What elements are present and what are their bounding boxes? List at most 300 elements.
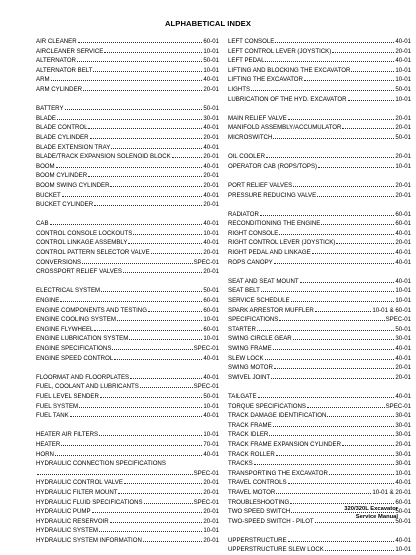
index-entry	[228, 488, 411, 498]
index-entry	[36, 430, 219, 440]
entry-topic: TRACK FRAME	[228, 421, 272, 429]
dot-leader	[348, 95, 395, 101]
group-spacer	[228, 171, 411, 181]
index-entry	[36, 392, 219, 402]
index-entry	[36, 162, 219, 172]
index-entry	[228, 286, 411, 296]
entry-topic: BOOM SWING CYLINDER	[36, 181, 110, 189]
index-entry	[36, 507, 219, 517]
index-entry	[228, 306, 411, 316]
index-entry	[228, 334, 411, 344]
index-entry	[36, 334, 219, 344]
dot-leader	[124, 478, 202, 484]
entry-page-ref: 20-01	[203, 249, 219, 257]
entry-page-ref: 40-01	[203, 354, 219, 362]
entry-topic: LEFT CONSOLE	[228, 38, 275, 45]
dot-leader	[273, 421, 395, 427]
entry-page-ref: 10-01	[203, 527, 219, 535]
footer-model: 320/320L Excavator	[344, 506, 398, 512]
index-entry	[36, 267, 219, 277]
dot-leader	[140, 382, 193, 388]
dot-leader	[151, 248, 203, 254]
entry-page-ref: 30-01	[395, 450, 411, 458]
dot-leader	[55, 450, 202, 456]
dot-leader	[65, 104, 203, 110]
dot-leader	[325, 545, 395, 551]
index-entry	[36, 123, 219, 133]
index-entry	[36, 440, 219, 450]
dot-leader	[307, 402, 385, 408]
entry-topic: TRAVEL MOTOR	[228, 488, 276, 496]
dot-leader	[111, 143, 202, 149]
dot-leader	[336, 238, 394, 244]
index-entry	[36, 37, 219, 47]
dot-leader	[315, 306, 372, 312]
dot-leader	[94, 200, 202, 206]
dot-leader	[327, 411, 394, 417]
index-entry	[36, 517, 219, 527]
index-entry	[36, 133, 219, 143]
dot-leader	[172, 152, 203, 158]
entry-topic: TWO SPEED SWITCH	[228, 508, 291, 516]
index-entry	[228, 421, 411, 431]
index-entry	[228, 133, 411, 143]
entry-page-ref: 10-01	[203, 402, 219, 410]
dot-leader	[117, 315, 202, 321]
dot-leader	[61, 440, 202, 446]
index-entry	[36, 104, 219, 114]
entry-topic: RECONDITIONING THE ENGINE	[228, 220, 321, 228]
dot-leader	[261, 286, 395, 292]
page-title: ALPHABETICAL INDEX	[164, 19, 252, 28]
entry-page-ref: 20-01	[395, 114, 411, 122]
index-entry	[228, 75, 411, 85]
index-entry	[228, 238, 411, 248]
entry-topic: AIRCLEANER SERVICE	[36, 47, 104, 55]
entry-topic: SEAT BELT	[228, 287, 260, 295]
dot-leader	[88, 171, 202, 177]
entry-page-ref: 50-01	[395, 133, 411, 141]
entry-topic: ALTERNATOR	[36, 57, 76, 65]
index-entry	[228, 354, 411, 364]
index-entry	[228, 191, 411, 201]
entry-page-ref: 20-01	[203, 517, 219, 525]
entry-topic: ENGINE FLYWHEEL	[36, 325, 94, 333]
entry-page-ref: 10-01	[203, 47, 219, 55]
dot-leader	[110, 517, 203, 523]
entry-page-ref: 40-01	[395, 229, 411, 237]
dot-leader	[99, 526, 202, 532]
index-entry	[228, 430, 411, 440]
index-entry	[36, 354, 219, 364]
dot-leader	[114, 354, 202, 360]
entry-page-ref: 10-01 & 20-01	[372, 488, 411, 496]
dot-leader	[101, 286, 202, 292]
entry-topic: HEATER	[36, 440, 61, 448]
entry-page-ref: 60-01	[203, 38, 219, 45]
dot-leader	[304, 75, 394, 81]
entry-page-ref: 20-01	[203, 181, 219, 189]
dot-leader	[144, 498, 193, 504]
index-entry	[36, 315, 219, 325]
entry-page-ref: 50-01	[203, 287, 219, 295]
entry-page-ref: 40-01	[395, 345, 411, 352]
group-spacer	[36, 210, 219, 220]
index-entry	[36, 526, 219, 536]
entry-topic: OPERATOR CAB (ROPS/TOPS)	[228, 162, 318, 170]
entry-topic: MICROSWITCH	[228, 133, 273, 141]
entry-page-ref: 20-01	[203, 508, 219, 516]
entry-page-ref: 40-01	[395, 249, 411, 257]
entry-page-ref: 20-01	[395, 47, 411, 55]
dot-leader	[318, 162, 394, 168]
entry-topic: SWING MOTOR	[228, 364, 273, 372]
entry-topic: LEFT CONTROL LEVER (JOYSTICK)	[228, 47, 332, 55]
group-spacer	[36, 421, 219, 431]
index-entry	[36, 306, 219, 316]
dot-leader	[82, 258, 193, 264]
index-entry	[36, 411, 219, 421]
dot-leader	[291, 296, 395, 302]
dot-leader	[312, 248, 395, 254]
group-spacer	[228, 200, 411, 210]
dot-leader	[260, 210, 394, 216]
page-footer	[344, 505, 398, 521]
entry-page-ref: 10-01	[395, 162, 411, 170]
dot-leader	[266, 152, 394, 158]
index-entry	[228, 469, 411, 479]
entry-topic: ENGINE COOLING SYSTEM	[36, 316, 116, 324]
entry-page-ref: SPEC-01	[193, 469, 219, 477]
group-spacer	[228, 382, 411, 392]
entry-topic: AIR CLEANER	[36, 38, 77, 45]
index-entry	[36, 450, 219, 460]
entry-topic: RADIATOR	[228, 210, 259, 218]
entry-page-ref: 20-01	[395, 181, 411, 189]
entry-page-ref: 40-01	[395, 38, 411, 45]
entry-topic: TRACK FRAME EXPANSION CYLINDER	[228, 440, 341, 448]
index-entry	[36, 488, 219, 498]
dot-leader	[104, 47, 202, 53]
index-entry	[228, 277, 411, 287]
entry-page-ref: 20-01	[203, 153, 219, 161]
entry-page-ref: 20-01	[203, 133, 219, 141]
group-spacer	[228, 143, 411, 153]
entry-page-ref: 20-01	[203, 85, 219, 93]
entry-topic: HYDRAULIC PUMP	[36, 508, 91, 516]
entry-topic: BUCKET	[36, 191, 61, 199]
dot-leader	[60, 296, 202, 302]
entry-topic: SWING CIRCLE GEAR	[228, 335, 292, 343]
entry-topic: FUEL LEVEL SENDER	[36, 392, 99, 400]
index-entry	[228, 296, 411, 306]
index-entry	[228, 459, 411, 469]
index-entry	[228, 411, 411, 421]
entry-topic: RIGHT CONTROL LEVER (JOYSTICK)	[228, 239, 336, 247]
index-entry	[228, 229, 411, 239]
entry-page-ref: 40-01	[203, 162, 219, 170]
entry-topic: PORT RELIEF VALVES	[228, 181, 293, 189]
entry-topic: CONTROL CONSOLE LOCKOUTS	[36, 229, 133, 237]
index-entry	[36, 248, 219, 258]
entry-page-ref: 50-01	[395, 325, 411, 333]
dot-leader	[70, 411, 203, 417]
entry-topic: HEATER AIR FILTERS	[36, 431, 99, 439]
entry-topic: FUEL, COOLANT AND LUBRICANTS	[36, 383, 139, 391]
entry-page-ref: 40-01	[395, 354, 411, 362]
entry-topic: LIFTING AND BLOCKING THE EXCAVATOR	[228, 66, 351, 74]
entry-page-ref: 20-01	[203, 536, 219, 544]
entry-page-ref: 40-01	[395, 57, 411, 65]
entry-page-ref: 20-01	[203, 172, 219, 180]
index-entry	[36, 191, 219, 201]
index-entry	[36, 143, 219, 153]
dot-leader	[92, 507, 203, 513]
index-entry	[36, 85, 219, 95]
entry-topic: FLOORMAT AND FLOORPLATES	[36, 373, 130, 381]
index-entry	[228, 402, 411, 412]
dot-leader	[88, 123, 202, 129]
entry-topic: SEAT AND SEAT MOUNT	[228, 277, 299, 285]
dot-leader	[37, 469, 193, 475]
dot-leader	[258, 392, 395, 398]
entry-page-ref: 50-01	[203, 105, 219, 113]
entry-topic: BOOM	[36, 162, 55, 170]
index-entry	[228, 152, 411, 162]
index-entry	[36, 171, 219, 181]
entry-topic: CAB	[36, 220, 49, 228]
dot-leader	[110, 181, 202, 187]
entry-topic: STARTER	[228, 325, 256, 333]
entry-topic: TRACK ROLLER	[228, 450, 275, 458]
entry-page-ref: 10-01	[395, 66, 411, 74]
dot-leader	[288, 536, 395, 542]
index-entry	[228, 95, 411, 105]
dot-leader	[118, 488, 202, 494]
entry-page-ref: 40-01	[203, 143, 219, 151]
dot-leader	[100, 392, 203, 398]
entry-topic: HYDRAULIC SYSTEM INFORMATION	[36, 536, 142, 544]
dot-leader	[293, 334, 395, 340]
dot-leader	[77, 56, 202, 62]
dot-leader	[288, 478, 395, 484]
dot-leader	[251, 85, 394, 91]
index-entry	[228, 344, 411, 354]
dot-leader	[112, 344, 192, 350]
entry-topic: ROPS CANOPY	[228, 258, 273, 266]
index-entry	[36, 66, 219, 76]
dot-leader	[94, 325, 202, 331]
entry-page-ref: 20-01	[203, 268, 219, 276]
index-entry	[228, 37, 411, 47]
entry-page-ref: 10-01	[203, 335, 219, 343]
dot-leader	[143, 536, 203, 542]
entry-topic: OIL COOLER	[228, 153, 266, 161]
entry-page-ref: 40-01	[203, 220, 219, 228]
entry-page-ref: 40-01	[203, 124, 219, 132]
entry-topic: SPARK ARRESTOR MUFFLER	[228, 306, 314, 314]
entry-topic: CONTROL PATTERN SELECTOR VALVE	[36, 249, 150, 257]
entry-page-ref: 50-01	[395, 508, 411, 516]
footer-manual: Service Manual	[355, 514, 398, 520]
entry-topic: ARM CYLINDER	[36, 85, 83, 93]
dot-leader	[265, 354, 395, 360]
entry-topic: HORN	[36, 450, 54, 458]
entry-page-ref: 10-01	[395, 469, 411, 477]
index-entry	[228, 219, 411, 229]
dot-leader	[62, 191, 203, 197]
dot-leader	[275, 37, 394, 43]
index-entry	[36, 219, 219, 229]
entry-topic: CROSSPORT RELIEF VALVES	[36, 268, 122, 276]
entry-page-ref: 10-01	[395, 297, 411, 305]
entry-topic: ARM	[36, 76, 50, 84]
index-entry	[36, 238, 219, 248]
dot-leader	[271, 373, 394, 379]
entry-topic: TWO-SPEED SWITCH - PILOT	[228, 517, 314, 525]
dot-leader	[276, 450, 395, 456]
dot-leader	[257, 325, 395, 331]
group-spacer	[36, 277, 219, 287]
entry-page-ref: 40-01	[203, 450, 219, 458]
entry-topic: TRAVEL CONTROLS	[228, 479, 287, 487]
entry-page-ref: 10-01 & 60-01	[372, 306, 411, 314]
dot-leader	[148, 306, 202, 312]
dot-leader	[128, 238, 202, 244]
dot-leader	[288, 114, 395, 120]
dot-leader	[351, 66, 394, 72]
entry-page-ref: 40-01	[203, 76, 219, 84]
entry-page-ref: 10-01	[203, 316, 219, 324]
entry-page-ref: SPEC-01	[193, 345, 219, 352]
entry-page-ref: 10-01	[395, 76, 411, 84]
entry-page-ref: 50-01	[395, 85, 411, 93]
entry-topic: BOOM CYLINDER	[36, 172, 88, 180]
dot-leader	[332, 47, 394, 53]
entry-page-ref: 20-01	[203, 201, 219, 209]
index-entry	[36, 114, 219, 124]
entry-page-ref: 40-01	[395, 479, 411, 487]
entry-topic: TRACK IDLER	[228, 431, 269, 439]
index-entry	[228, 478, 411, 488]
entry-topic: FUEL SYSTEM	[36, 402, 79, 410]
entry-topic: CONTROL LINKAGE ASSEMBLY	[36, 239, 128, 247]
index-entry	[228, 114, 411, 124]
entry-topic: LEFT PEDAL	[228, 57, 265, 65]
entry-topic: SERVICE SCHEDULE	[228, 297, 290, 305]
index-entry	[228, 248, 411, 258]
index-entry	[228, 536, 411, 546]
entry-topic: BLADE CONTROL	[36, 124, 88, 132]
entry-topic: HYDRAULIC CONNECTION SPECIFICATIONS	[36, 460, 166, 468]
entry-topic: SWING FRAME	[228, 345, 272, 352]
entry-topic: ENGINE SPEED CONTROL	[36, 354, 114, 362]
entry-topic: HYDRAULIC SYSTEM	[36, 527, 98, 535]
index-entry	[228, 162, 411, 172]
index-entry	[36, 469, 219, 479]
entry-page-ref: 20-01	[395, 364, 411, 372]
entry-topic: BLADE CYLINDER	[36, 133, 89, 141]
dot-leader	[273, 133, 394, 139]
group-spacer	[228, 526, 411, 536]
dot-leader	[99, 430, 202, 436]
dot-leader	[342, 440, 394, 446]
entry-topic: BLADE/TRACK EXPANSION SOLENOID BLOCK	[36, 153, 171, 161]
entry-page-ref: 30-01	[395, 335, 411, 343]
index-column-right	[228, 37, 411, 555]
dot-leader	[51, 75, 203, 81]
index-entry	[228, 373, 411, 383]
index-entry	[228, 181, 411, 191]
entry-page-ref: 60-01	[203, 297, 219, 305]
entry-topic: ENGINE LUBRICATION SYSTEM	[36, 335, 129, 343]
dot-leader	[321, 219, 394, 225]
entry-topic: BUCKET CYLINDER	[36, 201, 94, 209]
entry-topic: RIGHT CONSOLE	[228, 229, 279, 237]
index-entry	[228, 315, 411, 325]
entry-page-ref: 20-01	[203, 479, 219, 487]
entry-page-ref: 60-01	[395, 220, 411, 228]
entry-topic: ELECTRICAL SYSTEM	[36, 287, 101, 295]
entry-page-ref: 40-01	[203, 191, 219, 199]
index-entry	[228, 123, 411, 133]
entry-topic: ALTERNATOR BELT	[36, 66, 93, 74]
entry-topic: LUBRICATION OF THE HYD. EXCAVATOR	[228, 95, 347, 103]
index-entry	[36, 200, 219, 210]
index-entry	[228, 258, 411, 268]
entry-topic: BLADE	[36, 114, 56, 122]
entry-topic: HYDRAULIC RESERVOIR	[36, 517, 109, 525]
entry-topic: LIFTING THE EXCAVATOR	[228, 76, 303, 84]
entry-page-ref: 20-01	[395, 191, 411, 199]
index-entry	[36, 181, 219, 191]
dot-leader	[130, 373, 202, 379]
index-entry	[228, 363, 411, 373]
dot-leader	[123, 267, 203, 273]
entry-page-ref: 10-01	[395, 546, 411, 554]
dot-leader	[56, 162, 203, 168]
index-entry	[36, 229, 219, 239]
entry-page-ref: 20-01	[395, 124, 411, 132]
group-spacer	[228, 267, 411, 277]
entry-topic: ENGINE	[36, 297, 60, 305]
dot-leader	[279, 315, 384, 321]
entry-topic: FUEL TANK	[36, 412, 69, 420]
index-column-left	[36, 37, 219, 545]
dot-leader	[290, 498, 394, 504]
dot-leader	[279, 229, 394, 235]
entry-page-ref: 20-01	[395, 440, 411, 448]
entry-topic: ENGINE SPECIFICATIONS	[36, 345, 112, 352]
entry-page-ref: 50-01	[203, 57, 219, 65]
entry-page-ref: SPEC-01	[193, 258, 219, 266]
entry-page-ref: 20-01	[203, 488, 219, 496]
index-entry	[36, 478, 219, 488]
index-entry	[36, 56, 219, 66]
entry-topic: TAILGATE	[228, 392, 257, 400]
index-entry	[36, 459, 219, 469]
entry-topic: CONVERSIONS	[36, 258, 82, 266]
entry-topic: TRANSPORTING THE EXCAVATOR	[228, 469, 328, 477]
entry-page-ref: 60-01	[203, 325, 219, 333]
entry-page-ref: 40-01	[395, 258, 411, 266]
entry-page-ref: 60-01	[395, 498, 411, 506]
entry-topic: BATTERY	[36, 105, 64, 113]
entry-page-ref: 10-01	[203, 431, 219, 439]
index-entry	[228, 47, 411, 57]
index-entry	[36, 296, 219, 306]
entry-topic: LIGHTS	[228, 85, 251, 93]
